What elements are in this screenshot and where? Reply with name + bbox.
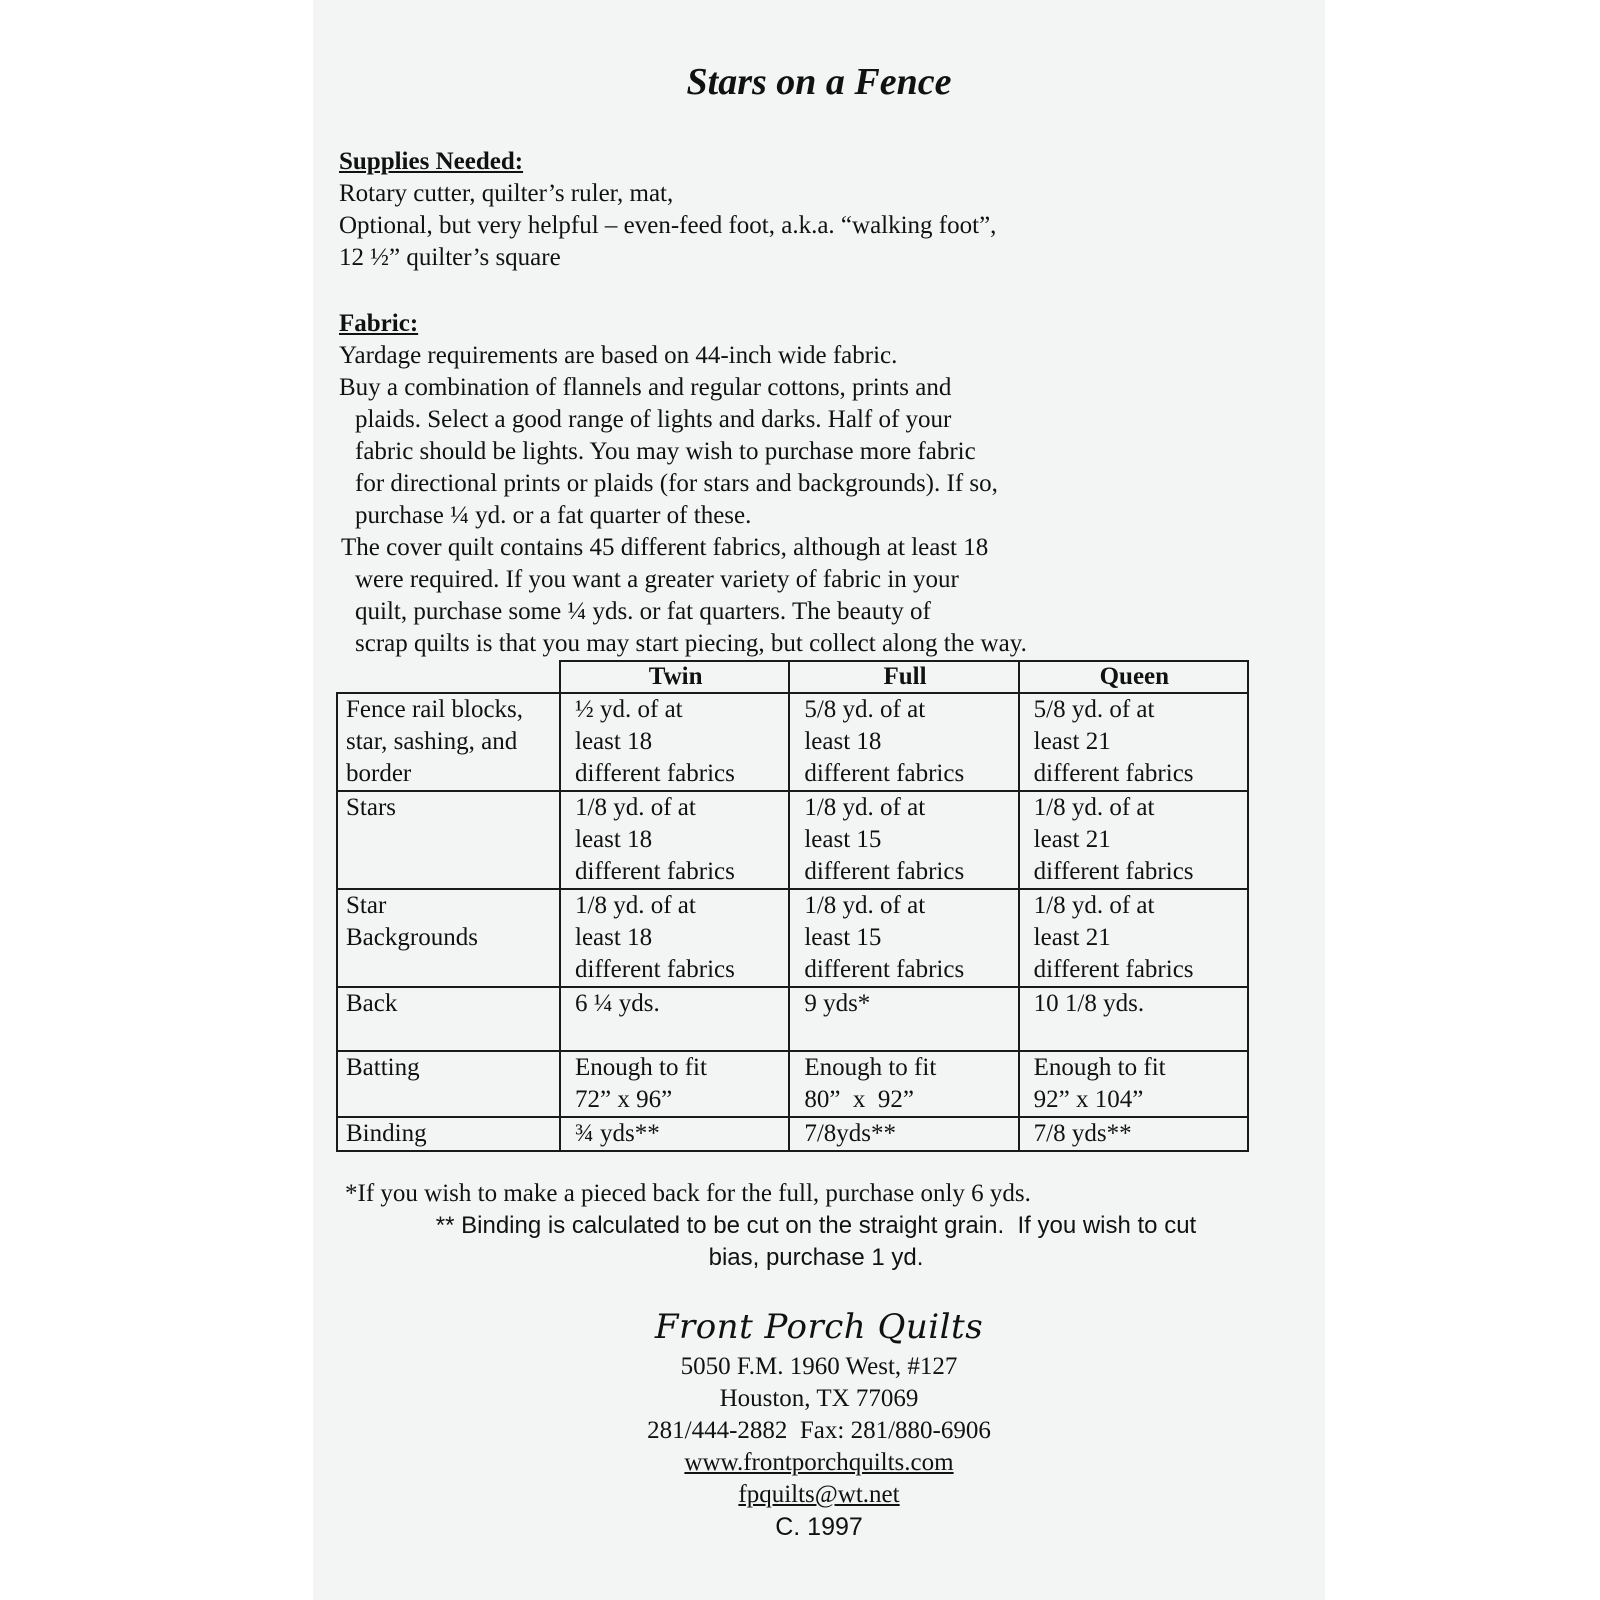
cell-line: 7/8 yds**: [1033, 1120, 1132, 1147]
cell-line: least 21: [1033, 728, 1111, 755]
table-header-queen: Queen: [1019, 661, 1248, 693]
cell-line: different fabrics: [1033, 858, 1194, 885]
fabric-line: The cover quilt contains 45 different fabrics, although at least 18: [341, 534, 989, 561]
fabric-heading: Fabric:: [339, 310, 419, 337]
label-line: star, sashing, and: [346, 728, 518, 755]
cell-queen: [1019, 987, 1248, 1051]
cell-line: 5/8 yd. of at: [1033, 696, 1155, 723]
fabric-line: fabric should be lights. You may wish to purchase more fabric: [355, 438, 976, 465]
cell-line: least 18: [804, 728, 882, 755]
cell-line: different fabrics: [575, 858, 735, 885]
cell-line: 1/8 yd. of at: [575, 794, 696, 821]
cell-line: 92” x 104”: [1033, 1086, 1144, 1113]
cell-line: different fabrics: [1033, 760, 1194, 787]
table-row: [337, 1051, 1248, 1117]
cell-line: 72” x 96”: [575, 1086, 673, 1113]
table-row: [337, 791, 1248, 889]
cell-line: 1/8 yd. of at: [575, 892, 696, 919]
label-line: border: [346, 760, 412, 787]
supplies-section: [339, 146, 1299, 274]
label-line: Back: [346, 990, 398, 1017]
website-link[interactable]: www.frontporchquilts.com: [684, 1449, 954, 1476]
row-label: [337, 693, 560, 791]
cell-line: different fabrics: [575, 956, 735, 983]
cell-full: [789, 987, 1018, 1051]
table-header-row: [337, 661, 1248, 693]
cell-line: 1/8 yd. of at: [804, 892, 926, 919]
cell-line: least 15: [804, 924, 882, 951]
cell-full: [789, 693, 1018, 791]
binding-note-line: bias, purchase 1 yd.: [708, 1244, 924, 1271]
cell-line: Enough to fit: [804, 1054, 937, 1081]
label-line: Backgrounds: [346, 924, 478, 951]
pattern-card: [313, 0, 1325, 1600]
cell-line: different fabrics: [1033, 956, 1194, 983]
row-label: [337, 1051, 560, 1117]
supplies-line: 12 ½” quilter’s square: [339, 244, 561, 271]
table-row: [337, 987, 1248, 1051]
cell-twin: [560, 987, 789, 1051]
cell-line: different fabrics: [575, 760, 735, 787]
cell-line: Enough to fit: [575, 1054, 707, 1081]
fabric-line: Yardage requirements are based on 44-inch wide fabric.: [339, 342, 898, 369]
cell-line: Enough to fit: [1033, 1054, 1166, 1081]
cell-full: [789, 791, 1018, 889]
cell-queen: [1019, 889, 1248, 987]
cell-line: 80” x 92”: [804, 1086, 915, 1113]
fabric-line: Buy a combination of flannels and regular cottons, prints and: [339, 374, 952, 401]
cell-twin: [560, 1051, 789, 1117]
cell-line: ¾ yds**: [575, 1120, 660, 1147]
copyright: C. 1997: [775, 1513, 863, 1541]
back-note: *If you wish to make a pieced back for the full, purchase only 6 yds.: [345, 1180, 1031, 1207]
cell-line: 7/8yds**: [804, 1120, 897, 1147]
binding-note: [363, 1210, 1269, 1274]
cell-line: different fabrics: [804, 858, 965, 885]
page-title: Stars on a Fence: [686, 61, 952, 103]
publisher-footer: [313, 1305, 1325, 1543]
brand-logo-text: Front Porch Quilts: [654, 1307, 984, 1347]
cell-line: different fabrics: [804, 760, 965, 787]
cell-line: 1/8 yd. of at: [1033, 794, 1155, 821]
label-line: Star: [346, 892, 387, 919]
cell-twin: [560, 1117, 789, 1151]
cell-line: 9 yds*: [804, 990, 871, 1017]
table-header-full: Full: [789, 661, 1018, 693]
cell-full: [789, 1051, 1018, 1117]
cell-queen: [1019, 693, 1248, 791]
table-row: [337, 889, 1248, 987]
cell-line: least 18: [575, 924, 653, 951]
table-header-blank: [337, 661, 560, 693]
label-line: Fence rail blocks,: [346, 696, 524, 723]
cell-queen: [1019, 1117, 1248, 1151]
table-header-twin: Twin: [560, 661, 789, 693]
cell-line: least 18: [575, 728, 653, 755]
binding-note-line: ** Binding is calculated to be cut on the straight grain. If you wish to cut: [435, 1212, 1197, 1239]
label-line: Stars: [346, 794, 396, 821]
address-line-2: Houston, TX 77069: [719, 1385, 919, 1412]
row-label: [337, 791, 560, 889]
fabric-line: plaids. Select a good range of lights and darks. Half of your: [355, 406, 952, 433]
fabric-line: for directional prints or plaids (for stars and backgrounds). If so,: [355, 470, 998, 497]
supplies-line: Optional, but very helpful – even-feed foot, a.k.a. “walking foot”,: [339, 212, 997, 239]
cell-line: least 18: [575, 826, 653, 853]
cell-line: 1/8 yd. of at: [1033, 892, 1155, 919]
address-line-1: 5050 F.M. 1960 West, #127: [680, 1353, 958, 1380]
cell-line: 6 ¼ yds.: [575, 990, 660, 1017]
fabric-line: scrap quilts is that you may start piecing, but collect along the way.: [355, 630, 1027, 657]
row-label: [337, 987, 560, 1051]
cell-line: least 21: [1033, 924, 1111, 951]
cell-full: [789, 889, 1018, 987]
fabric-section: [339, 308, 1299, 660]
fabric-line: were required. If you want a greater variety of fabric in your: [355, 566, 959, 593]
cell-twin: [560, 889, 789, 987]
cell-line: least 21: [1033, 826, 1111, 853]
row-label: [337, 1117, 560, 1151]
label-line: Binding: [346, 1120, 427, 1147]
supplies-line: Rotary cutter, quilter’s ruler, mat,: [339, 180, 674, 207]
cell-line: least 15: [804, 826, 882, 853]
fabric-line: quilt, purchase some ¼ yds. or fat quarters. The beauty of: [355, 598, 931, 625]
supplies-heading: Supplies Needed:: [339, 148, 524, 175]
table-row: [337, 1117, 1248, 1151]
label-line: Batting: [346, 1054, 420, 1081]
cell-line: different fabrics: [804, 956, 965, 983]
cell-line: ½ yd. of at: [575, 696, 683, 723]
row-label: [337, 889, 560, 987]
cell-line: 10 1/8 yds.: [1033, 990, 1145, 1017]
cell-twin: [560, 791, 789, 889]
fabric-line: purchase ¼ yd. or a fat quarter of these.: [355, 502, 752, 529]
cell-queen: [1019, 791, 1248, 889]
table-row: [337, 693, 1248, 791]
cell-line: 5/8 yd. of at: [804, 696, 926, 723]
cell-twin: [560, 693, 789, 791]
cell-line: 1/8 yd. of at: [804, 794, 926, 821]
cell-full: [789, 1117, 1018, 1151]
email-link[interactable]: fpquilts@wt.net: [738, 1481, 900, 1508]
phone-fax: 281/444-2882 Fax: 281/880-6906: [647, 1417, 991, 1444]
cell-queen: [1019, 1051, 1248, 1117]
fabric-requirements-table: [336, 660, 1249, 1152]
